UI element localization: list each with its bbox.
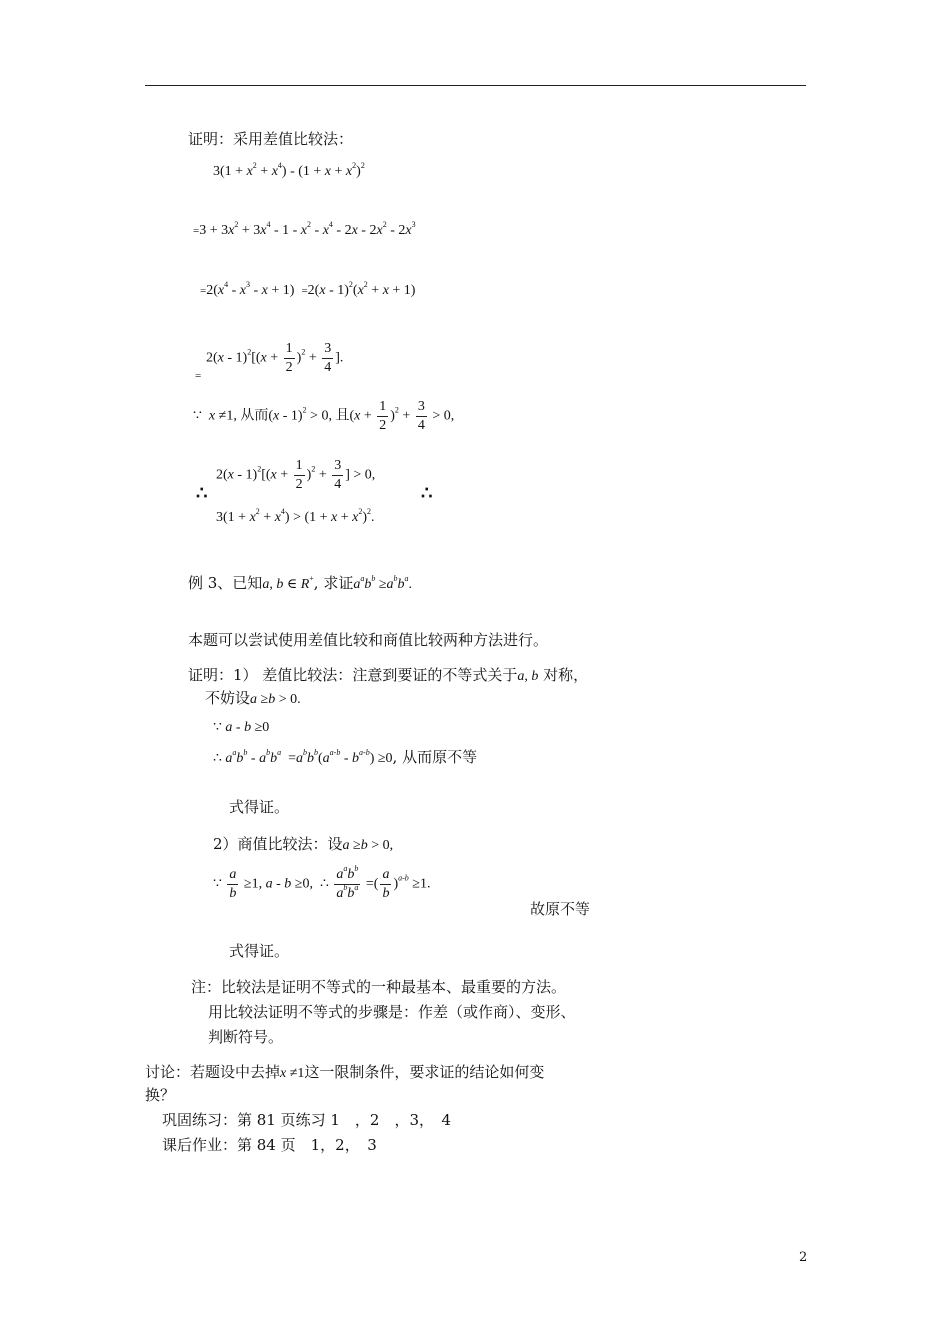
- hence-text: 故原不等: [530, 900, 591, 918]
- therefore-symbol-right: ∴: [421, 483, 433, 504]
- diff-line-2: ∴ $a^ab^b - a^bb^a =a^bb^b(a^{a-b} - b^{a-b}) \ge 0$, 从而原不等: [213, 748, 478, 766]
- proof1-heading: 证明：采用差值比较法：: [188, 130, 354, 148]
- discussion-line-2: 换？: [145, 1086, 176, 1104]
- method1-heading-text: 证明：1） 差值比较法：注意到要证的不等式关于: [188, 666, 518, 684]
- note-line-1: 注：比较法是证明不等式的一种最基本、最重要的方法。: [191, 978, 567, 996]
- formula-line-4: 2(x - 1)$^2$[(x + $\frac{1}{2}$ )$^2$ + $\frac{3}{4}$ ].: [206, 341, 344, 375]
- thus-text: 从而原不等: [402, 748, 478, 766]
- assume-line: 不妨设a ≥b > 0.: [205, 689, 301, 707]
- proved-text-2: 式得证。: [229, 942, 290, 960]
- discussion-suffix: 这一限制条件，要求证的结论如何变: [304, 1063, 545, 1081]
- symmetric-text: 对称，: [543, 666, 589, 684]
- because-text: 从而: [240, 407, 269, 424]
- because-line: ∵ x ≠1, 从而(x - 1)$^2$ > 0, 且(x + $\frac{1}{2}$ )$^2$ + $\frac{3}{4}$ > 0,: [193, 399, 455, 433]
- proved-text-1: 式得证。: [229, 798, 290, 816]
- method1-heading: 证明：1） 差值比较法：注意到要证的不等式关于a, b 对称，: [188, 666, 589, 684]
- formula-line-2: $=3 + 3x^2 + 3x^4 - 1 - x^2 - x^4 - 2x - 2x^2 - 2x^3$: [193, 220, 416, 238]
- method2-heading-text: 2）商值比较法：设: [213, 835, 343, 853]
- prove-word: 求证: [323, 574, 354, 592]
- therefore-symbol-left: ∴: [196, 483, 208, 504]
- example3-intro: 本题可以尝试使用差值比较和商值比较两种方法进行。: [188, 631, 549, 649]
- example3-label: 例 3、已知: [188, 574, 263, 592]
- and-text: 且: [335, 407, 350, 424]
- formula-line-5: 2(x - 1)$^2$[(x + $\frac{1}{2}$ )$^2$ + $\frac{3}{4}$ ] > 0,: [216, 458, 376, 492]
- note-line-3: 判断符号。: [208, 1028, 284, 1046]
- formula-line-1: $3(1 + x^2 + x^4) - (1 + x + x^2)^2$: [213, 161, 365, 179]
- formula-line-4-equals: =: [195, 370, 202, 382]
- header-rule: [145, 85, 806, 86]
- homework-line: 课后作业：第 84 页 1，2， 3: [162, 1136, 377, 1154]
- assume-text: 不妨设: [205, 689, 251, 707]
- because-symbol: ∵: [193, 408, 202, 424]
- page-number: 2: [799, 1250, 808, 1265]
- example3-statement: 例 3、已知a, b ∈ R+, 求证$a^ab^b \ge a^bb^a$.: [188, 574, 413, 592]
- method2-heading: 2）商值比较法：设a ≥b > 0,: [213, 835, 394, 853]
- formula-line-6: $3(1 + x^2 + x^4) > (1 + x + x^2)^2$.: [216, 507, 375, 525]
- discussion-prefix: 讨论：若题设中去掉: [145, 1063, 281, 1081]
- note-line-2: 用比较法证明不等式的步骤是：作差（或作商）、变形、: [208, 1003, 576, 1021]
- practice-line: 巩固练习：第 81 页练习 1 ，2 ，3， 4: [162, 1111, 452, 1129]
- formula-line-3: $=2(x^4 - x^3 - x + 1) =2(x - 1)^2(x^2 + x + 1)$: [200, 280, 416, 298]
- diff-line-1: ∵ a - b ≥0: [213, 720, 270, 735]
- quotient-line: ∵ $\frac{a}{b}$ ≥1, a - b ≥0, ∴ $\frac{a^ab^b}{a^bb^a}$ =( $\frac{a}{b}$ )$^{a-b}$ ≥1.: [213, 864, 431, 901]
- discussion-line-1: 讨论：若题设中去掉x ≠1这一限制条件，要求证的结论如何变: [145, 1063, 545, 1081]
